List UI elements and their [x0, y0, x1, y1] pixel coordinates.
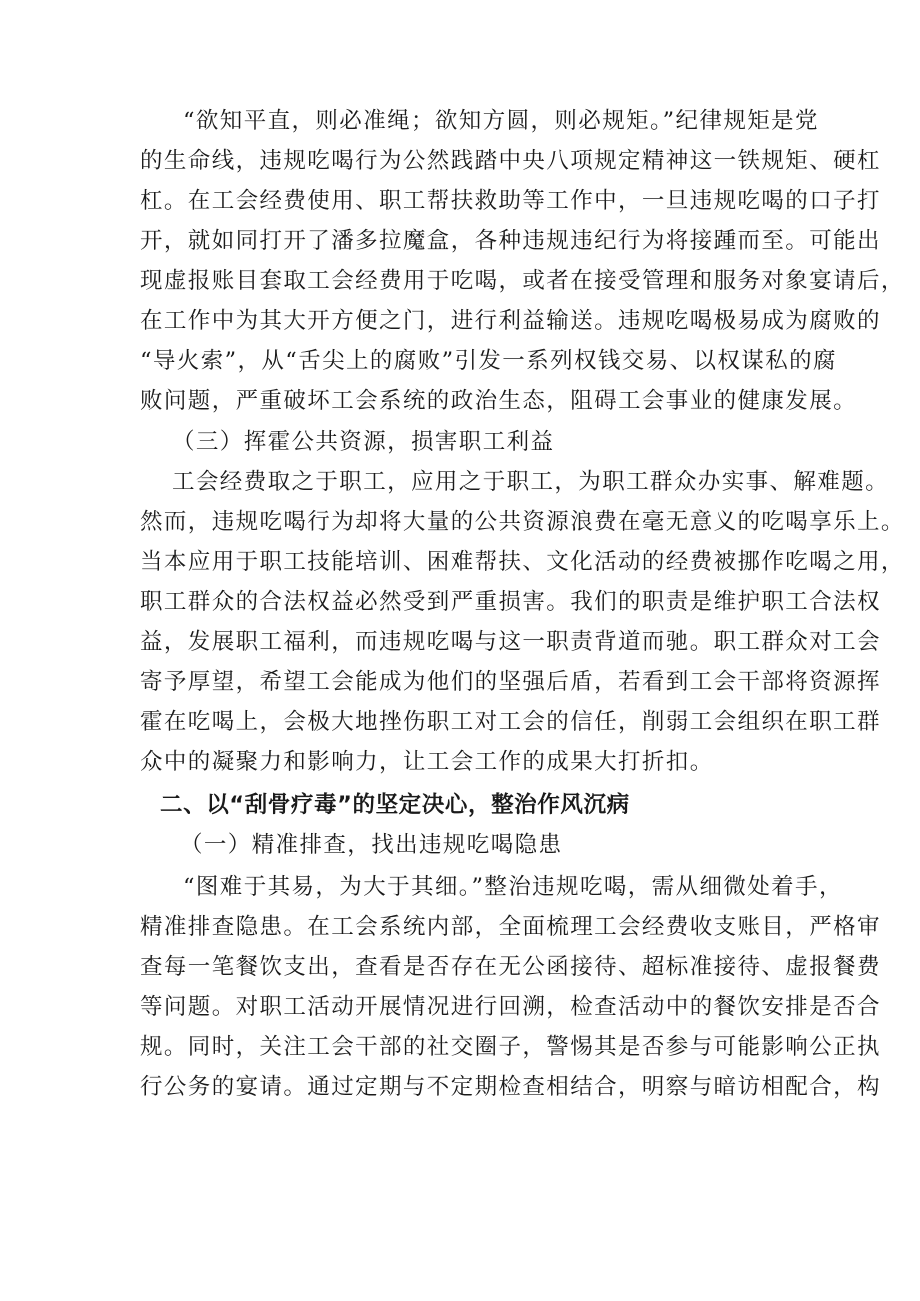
paragraph-line: “欲知平直，则必准绳；欲知方圆，则必规矩。”纪律规矩是党 — [183, 108, 819, 134]
paragraph-line: 现虚报账目套取工会经费用于吃喝，或者在接受管理和服务对象宴请后， — [140, 268, 905, 294]
subsection-heading-3: （三）挥霍公共资源，损害职工利益 — [172, 429, 555, 455]
paragraph-line: 的生命线，违规吃喝行为公然践踏中央八项规定精神这一铁规矩、硬杠 — [140, 148, 881, 174]
paragraph-line: 规。同时，关注工会干部的社交圈子，警惕其是否参与可能影响公正执 — [140, 1034, 881, 1060]
subsection-heading-1: （一）精准排查，找出违规吃喝隐患 — [180, 832, 563, 858]
paragraph-line: 等问题。对职工活动开展情况进行回溯，检查活动中的餐饮安排是否合 — [140, 994, 881, 1020]
section-heading: 二、以“刮骨疗毒”的坚定决心，整治作风沉病 — [160, 792, 630, 818]
paragraph-line: 行公务的宴请。通过定期与不定期检查相结合，明察与暗访相配合，构 — [140, 1074, 881, 1100]
paragraph-line: 霍在吃喝上，会极大地挫伤职工对工会的信任，削弱工会组织在职工群 — [140, 709, 881, 735]
paragraph-line: 当本应用于职工技能培训、困难帮扶、文化活动的经费被挪作吃喝之用， — [140, 549, 905, 575]
paragraph-line: 益，发展职工福利，而违规吃喝与这一职责背道而驰。职工群众对工会 — [140, 629, 881, 655]
paragraph-line: 众中的凝聚力和影响力，让工会工作的成果大打折扣。 — [140, 749, 714, 775]
paragraph-line: 职工群众的合法权益必然受到严重损害。我们的职责是维护职工合法权 — [140, 589, 881, 615]
paragraph-line: “导火索”，从“舌尖上的腐败”引发一系列权钱交易、以权谋私的腐 — [140, 348, 837, 374]
paragraph-line: 杠。在工会经费使用、职工帮扶救助等工作中，一旦违规吃喝的口子打 — [140, 188, 881, 214]
paragraph-line: 寄予厚望，希望工会能成为他们的坚强后盾，若看到工会干部将资源挥 — [140, 669, 881, 695]
paragraph-line: 然而，违规吃喝行为却将大量的公共资源浪费在毫无意义的吃喝享乐上。 — [140, 509, 905, 535]
paragraph-line: 精准排查隐患。在工会系统内部，全面梳理工会经费收支账目，严格审 — [140, 914, 881, 940]
paragraph-line: 在工作中为其大开方便之门，进行利益输送。违规吃喝极易成为腐败的 — [140, 308, 881, 334]
paragraph-line: 工会经费取之于职工，应用之于职工，为职工群众办实事、解难题。 — [172, 469, 890, 495]
paragraph-line: 开，就如同打开了潘多拉魔盒，各种违规违纪行为将接踵而至。可能出 — [140, 228, 881, 254]
paragraph-line: “图难于其易，为大于其细。”整治违规吃喝，需从细微处着手， — [183, 874, 843, 900]
paragraph-line: 败问题，严重破坏工会系统的政治生态，阻碍工会事业的健康发展。 — [140, 388, 858, 414]
paragraph-line: 查每一笔餐饮支出，查看是否存在无公函接待、超标准接待、虚报餐费 — [140, 954, 881, 980]
